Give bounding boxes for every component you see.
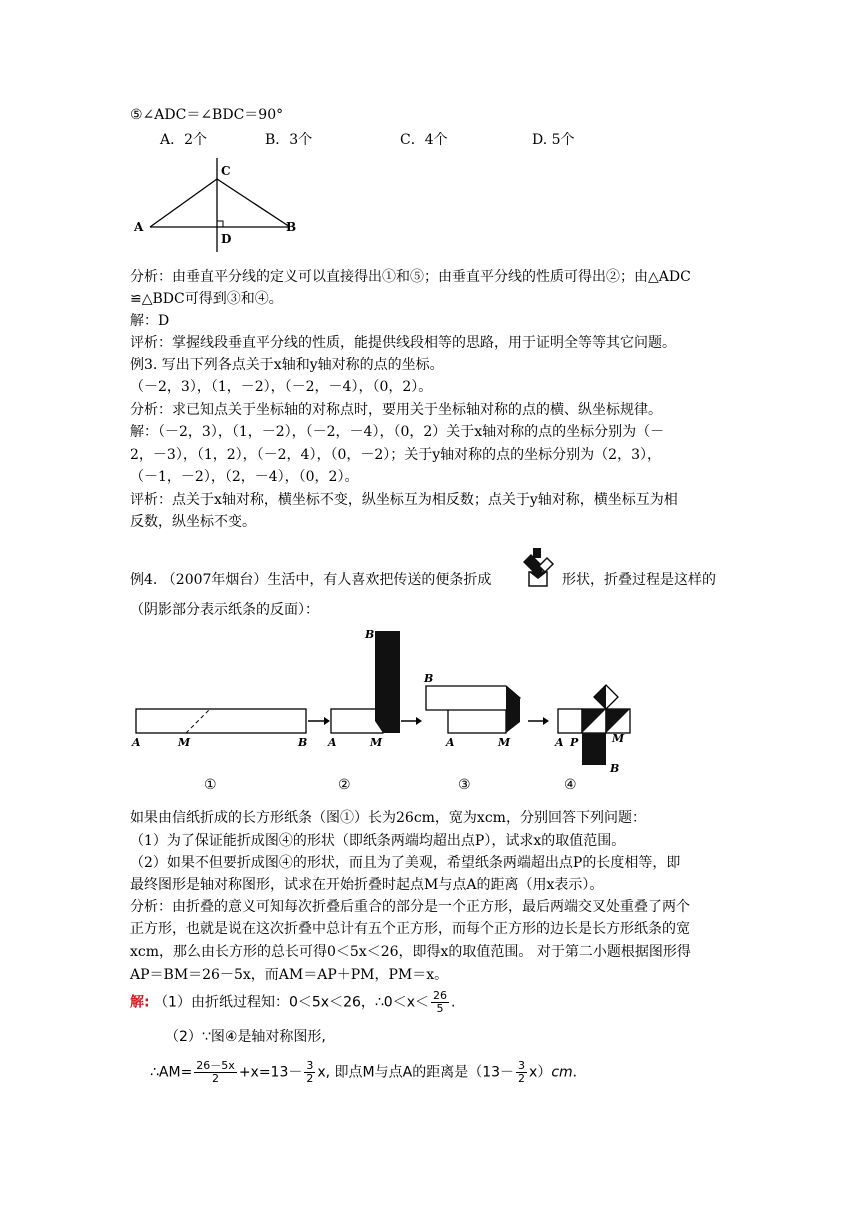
tri-label-c: C xyxy=(221,164,231,178)
solution-unit: cm xyxy=(551,1064,573,1081)
solution-1-text: （1）由折纸过程知：0＜5x＜26，∴0＜x＜ xyxy=(154,994,429,1011)
fig1-number: ① xyxy=(204,777,217,793)
ex4-question-intro: 如果由信纸折成的长方形纸条（图①）长为26cm，宽为xcm，分别回答下列问题： xyxy=(130,810,646,826)
fig4-label-a: A xyxy=(555,736,564,749)
option-c: C．4个 xyxy=(400,132,448,148)
fig3-label-m: M xyxy=(498,736,511,749)
solution-3-b: +x=13－ xyxy=(238,1064,303,1081)
ex4-solution-line-2: （2）∵图④是轴对称图形, xyxy=(165,1029,326,1045)
fig2-label-b: B xyxy=(365,628,375,641)
ex4-analysis-line-2: 正方形，也就是说在这次折叠中总计有五个正方形，而每个正方形的边长是长方形纸条的宽 xyxy=(130,921,690,937)
tri-label-a: A xyxy=(134,220,144,234)
tri-label-d: D xyxy=(221,232,232,246)
ex4-intro-line-2: （阴影部分表示纸条的反面）： xyxy=(130,602,319,618)
ex4-analysis-line-1: 分析：由折叠的意义可知每次折叠后重合的部分是一个正方形，最后两端交叉处重叠了两个 xyxy=(130,899,690,915)
ex2-analysis-line-1: 分析：由垂直平分线的定义可以直接得出①和⑤；由垂直平分线的性质可得出②；由△ADC xyxy=(130,269,691,285)
ex3-solution-line-2: 2，－3），（1，2），（－2，4），（0，－2）；关于y轴对称的点的坐标分别为（2，3）， xyxy=(130,447,661,463)
fig3-number: ③ xyxy=(458,777,471,793)
ex3-analysis: 分析：求已知点关于坐标轴的对称点时，要用关于坐标轴对称的点的横、纵坐标规律。 xyxy=(130,402,662,418)
ex2-analysis-line-2: ≌△BDC可得到③和④。 xyxy=(130,291,283,307)
fraction-3-over-2-a: $\frac{3}{2}$ xyxy=(306,1059,314,1085)
ex3-comment-line-1: 评析：点关于x轴对称，横坐标不变，纵坐标互为相反数；点关于y轴对称，横坐标互为相 xyxy=(130,492,678,508)
fig1-label-a: A xyxy=(132,736,141,749)
triangle-figure xyxy=(130,155,310,255)
solution-label: 解: xyxy=(130,994,150,1011)
fig4-label-m: M xyxy=(612,732,625,745)
option-a: A．2个 xyxy=(160,132,208,148)
solution-3-d: x） xyxy=(529,1064,552,1081)
fig2-label-a: A xyxy=(328,736,337,749)
ex3-comment-line-2: 反数，纵坐标不变。 xyxy=(130,514,256,530)
fig2-label-m: M xyxy=(370,736,383,749)
fig4-number: ④ xyxy=(564,777,577,793)
ex4-analysis-line-4: AP＝BM＝26－5x，而AM＝AP＋PM，PM＝x。 xyxy=(130,967,449,983)
ex2-answer: 解：D xyxy=(130,313,170,329)
fig3-label-b: B xyxy=(424,672,434,685)
fig2-number: ② xyxy=(338,777,351,793)
ex4-solution-line-1: 解: （1）由折纸过程知：0＜5x＜26，∴0＜x＜ $\frac{26}{5}$ . xyxy=(130,989,456,1015)
ex3-solution-line-3: （－1，－2），（2，－4），（0，2）。 xyxy=(130,469,359,485)
ex3-solution-line-1: 解：（－2，3），（1，－2），（－2，－4），（0，2）关于x轴对称的点的坐标分别为（－ xyxy=(130,424,665,440)
fig1-label-m: M xyxy=(178,736,191,749)
ex4-question-2-line-1: （2）如果不但要折成图④的形状，而且为了美观，希望纸条两端超出点P的长度相等，即 xyxy=(130,855,681,871)
tri-label-b: B xyxy=(286,220,297,234)
option-line-5: ⑤∠ADC＝∠BDC＝90° xyxy=(130,107,284,123)
ex4-analysis-line-3: xcm，那么由长方形的总长可得0＜5x＜26，即得x的取值范围。 对于第二小题根据图形得 xyxy=(130,944,691,960)
ex4-intro-b: 形状，折叠过程是这样的 xyxy=(562,572,716,588)
fraction-26-over-5: $\frac{26}{5}$ xyxy=(432,989,447,1015)
ex4-intro-a: 例4. （2007年烟台）生活中，有人喜欢把传送的便条折成 xyxy=(130,572,492,588)
fig1-label-b: B xyxy=(298,736,308,749)
option-b: B．3个 xyxy=(265,132,313,148)
fraction-26-5x-over-2: $\frac{26-5x}{2}$ xyxy=(196,1059,235,1085)
ex4-question-1: （1）为了保证能折成图④的形状（即纸条两端均超出点P），试求x的取值范围。 xyxy=(130,833,626,849)
solution-3-c: x, 即点M与点A的距离是（13－ xyxy=(317,1064,515,1081)
ex4-question-2-line-2: 最终图形是轴对称图形，试求在开始折叠时起点M与点A的距离（用x表示）。 xyxy=(130,877,604,893)
fig3-label-a: A xyxy=(446,736,455,749)
fig4-label-b: B xyxy=(610,762,620,775)
ex3-points: （－2，3），（1，－2），（－2，－4），（0，2）。 xyxy=(130,379,433,395)
ex2-comment: 评析：掌握线段垂直平分线的性质，能提供线段相等的思路，用于证明全等等其它问题。 xyxy=(130,335,676,351)
solution-3-a: ∴AM= xyxy=(150,1064,193,1081)
folded-note-icon xyxy=(519,546,557,588)
option-d: D. 5个 xyxy=(532,132,575,148)
folding-figure xyxy=(128,626,648,796)
fig4-label-p: P xyxy=(570,736,579,749)
fraction-3-over-2-b: $\frac{3}{2}$ xyxy=(518,1059,526,1085)
ex3-title: 例3. 写出下列各点关于x轴和y轴对称的点的坐标。 xyxy=(130,357,444,373)
ex4-solution-line-3: ∴AM= $\frac{26-5x}{2}$ +x=13－ $\frac{3}{2}$ x, 即点M与点A的距离是（13－ $\frac{3}{2}$ x）cm. xyxy=(150,1059,578,1085)
